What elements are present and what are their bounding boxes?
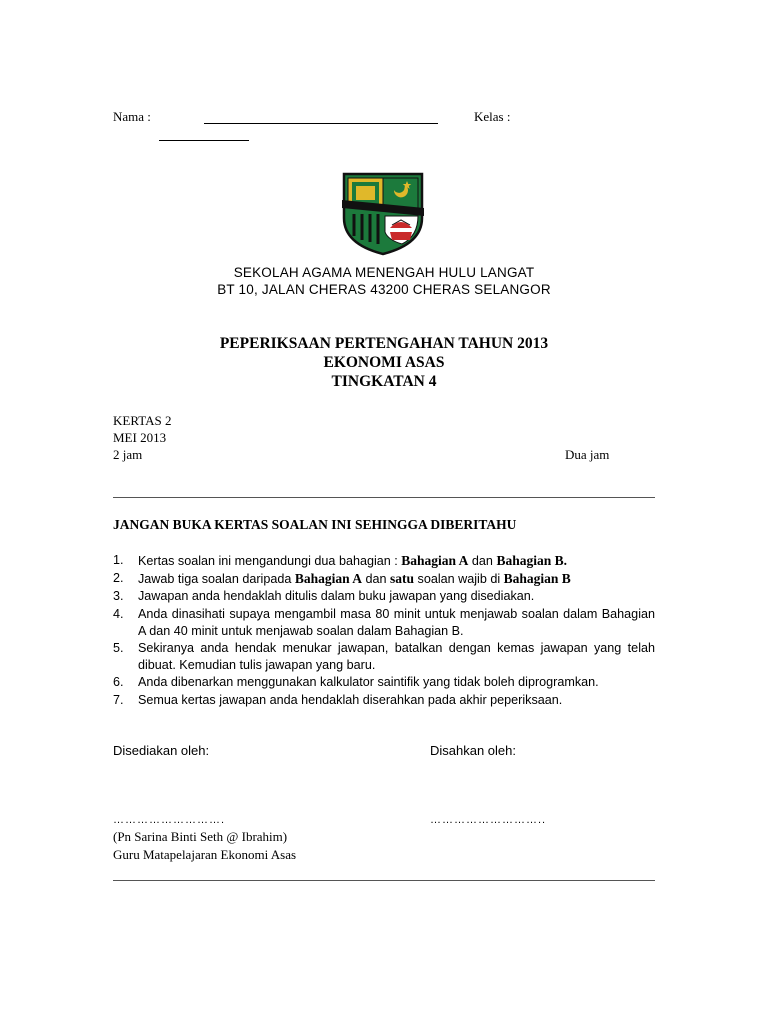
instruction-text: dan	[468, 554, 497, 568]
approved-signature-line: ………………………..	[430, 814, 547, 826]
instruction-number: 2.	[113, 571, 124, 586]
instruction-bold: Bahagian A	[401, 553, 469, 568]
name-field-line[interactable]	[204, 123, 438, 124]
instruction-item	[113, 640, 655, 674]
prepared-signature-line: ……………………….	[113, 814, 226, 826]
instruction-text: Anda dinasihati supaya mengambil masa 80 minit untuk menjawab soalan dalam Bahagian A dan 40 minit untuk menjawab soalan dalam Bahagian B.	[138, 606, 655, 638]
paper-number: KERTAS 2	[113, 413, 172, 428]
divider-bottom	[113, 880, 655, 881]
instruction-text: Jawapan anda hendaklah ditulis dalam buku jawapan yang disediakan.	[138, 589, 535, 604]
instruction-text: Anda dibenarkan menggunakan kalkulator saintifik yang tidak boleh diprogramkan.	[138, 675, 599, 690]
instruction-bold: satu	[390, 571, 415, 587]
instruction-item	[113, 552, 655, 570]
instruction-number: 5.	[113, 641, 124, 656]
paper-month: MEI 2013	[113, 430, 167, 445]
instruction-number: 4.	[113, 606, 124, 621]
paper-duration-short: 2 jam	[113, 447, 143, 462]
instruction-text: Semua kertas jawapan anda hendaklah diserahkan pada akhir peperiksaan.	[138, 692, 563, 707]
instructions-list	[113, 552, 655, 709]
instruction-item	[113, 606, 655, 640]
instruction-number: 1.	[113, 553, 124, 567]
instruction-text: Jawab tiga soalan daripada	[138, 572, 295, 587]
instruction-bold: Bahagian B	[503, 571, 571, 587]
school-address: BT 10, JALAN CHERAS 43200 CHERAS SELANGOR	[217, 282, 551, 297]
teacher-role: Guru Matapelajaran Ekonomi Asas	[113, 847, 297, 862]
class-field-line[interactable]	[159, 140, 249, 141]
instruction-text: soalan wajib di	[414, 572, 504, 587]
instruction-item	[113, 570, 655, 588]
divider-top	[113, 497, 655, 498]
instruction-text: dan	[362, 572, 391, 587]
teacher-name: (Pn Sarina Binti Seth @ Ibrahim)	[113, 829, 288, 844]
instruction-item	[113, 674, 655, 691]
school-name: SEKOLAH AGAMA MENENGAH HULU LANGAT	[233, 265, 535, 280]
instruction-number: 6.	[113, 675, 124, 690]
paper-duration-long: Dua jam	[565, 447, 610, 462]
class-label: Kelas :	[474, 109, 511, 124]
name-label: Nama :	[113, 109, 151, 124]
approved-by-label: Disahkan oleh:	[430, 743, 516, 758]
instruction-bold: Bahagian A	[294, 571, 362, 587]
instruction-number: 7.	[113, 692, 124, 707]
instruction-item	[113, 588, 655, 605]
instruction-item	[113, 692, 655, 709]
instruction-bold: Bahagian B.	[496, 553, 567, 568]
prepared-by-label: Disediakan oleh:	[113, 743, 210, 758]
instruction-text: Kertas soalan ini mengandungi dua bahagian :	[138, 554, 402, 568]
exam-form: TINGKATAN 4	[331, 373, 437, 390]
exam-title: PEPERIKSAAN PERTENGAHAN TAHUN 2013	[219, 335, 549, 352]
school-crest-svg	[340, 170, 426, 256]
school-crest	[340, 170, 426, 256]
instruction-text: Sekiranya anda hendak menukar jawapan, batalkan dengan kemas jawapan yang telah dibuat. Kemudian tulis jawapan yang baru.	[138, 641, 655, 673]
warning-heading: JANGAN BUKA KERTAS SOALAN INI SEHINGGA DIBERITAHU	[113, 517, 517, 532]
exam-subject: EKONOMI ASAS	[323, 354, 445, 371]
instruction-number: 3.	[113, 589, 124, 604]
